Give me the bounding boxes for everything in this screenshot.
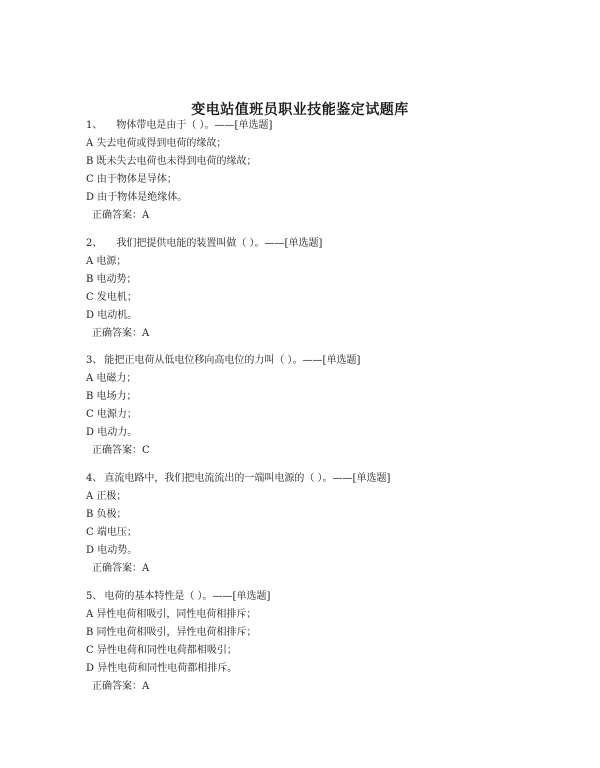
question-number: 2、 [86,238,103,249]
question-stem [86,117,556,135]
option-a: A 失去电荷或得到电荷的缘故； [86,138,227,149]
option-d: D 异性电荷和同性电荷都相排斥。 [86,663,238,674]
correct-answer: 正确答案：C [92,445,150,456]
page-title: 变电站值班员职业技能鉴定试题库 [191,102,409,118]
question-number: 4、 [86,473,103,484]
correct-answer: 正确答案：A [92,328,150,339]
question-block [86,235,556,343]
option-c: C 端电压； [86,527,137,538]
question-number: 3、 [86,355,103,366]
question-text: 直流电路中，我们把电流流出的一端叫电源的（ ）。——[单选题] [104,473,391,484]
option-b: B 既未失去电荷也未得到电荷的缘故； [86,156,257,167]
question-stem [86,235,556,253]
option-b: B 电动势； [86,274,137,285]
option-c: C 由于物体是导体； [86,174,177,185]
question-stem [86,470,556,488]
option-c: C 异性电荷和同性电荷都相吸引； [86,645,237,656]
question-block [86,352,556,460]
question-stem [86,588,556,606]
option-b: B 电场力； [86,391,137,402]
option-c: C 发电机； [86,292,137,303]
option-a: A 电磁力； [86,373,137,384]
question-text: 我们把提供电能的装置叫做（ ）。——[单选题] [116,238,323,249]
correct-answer: 正确答案：A [92,681,150,692]
option-a: A 正极； [86,491,127,502]
question-block [86,117,556,225]
question-text: 电荷的基本特性是（ ）。——[单选题] [104,591,271,602]
question-number: 1、 [86,120,103,131]
option-d: D 由于物体是绝缘体。 [86,192,188,203]
option-d: D 电动机。 [86,310,138,321]
option-d: D 电动势。 [86,545,138,556]
option-a: A 异性电荷相吸引，同性电荷相排斥； [86,609,257,620]
question-text: 物体带电是由于（ ）。——[单选题] [116,120,273,131]
question-number: 5、 [86,591,103,602]
question-block [86,588,556,696]
option-a: A 电源； [86,256,127,267]
correct-answer: 正确答案：A [92,210,150,221]
question-text: 能把正电荷从低电位移向高电位的力叫（ ）。——[单选题] [104,355,361,366]
option-b: B 同性电荷相吸引，异性电荷相排斥； [86,627,257,638]
option-b: B 负极； [86,509,127,520]
question-stem [86,352,556,370]
question-block [86,470,556,578]
option-d: D 电动力。 [86,427,138,438]
option-c: C 电源力； [86,409,137,420]
correct-answer: 正确答案：A [92,563,150,574]
